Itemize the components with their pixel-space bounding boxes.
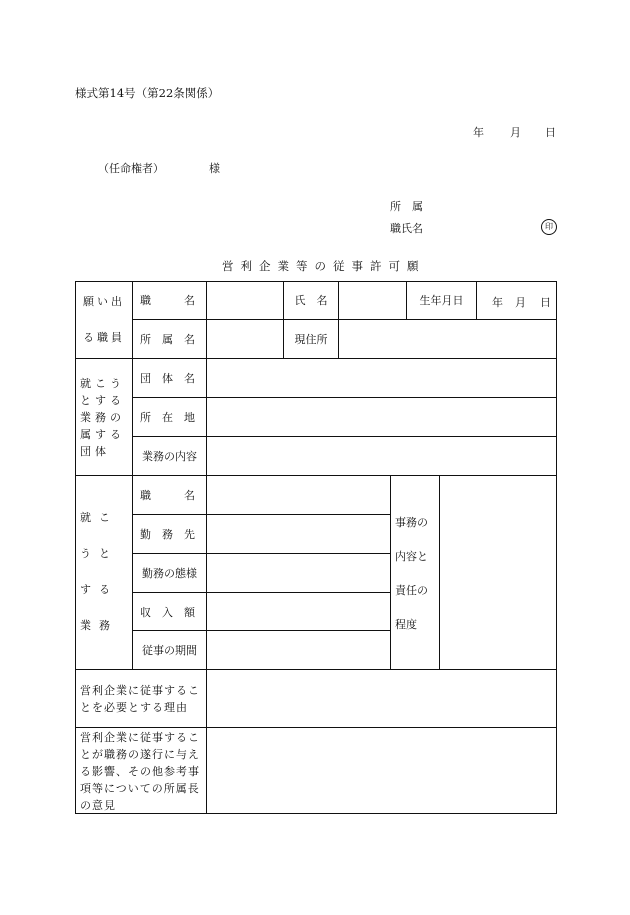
birthdate-label: 生年月日 bbox=[419, 294, 464, 307]
applicant-name-label: 氏 名 bbox=[294, 294, 328, 307]
applicant-department-field[interactable] bbox=[207, 320, 282, 357]
work-workplace-field[interactable] bbox=[207, 515, 389, 552]
form-number: 様式第14号（第22条関係） bbox=[75, 86, 220, 100]
work-period-field[interactable] bbox=[207, 631, 389, 668]
date-year: 年 bbox=[473, 126, 484, 139]
organization-business-field[interactable] bbox=[207, 437, 555, 474]
birth-year: 年 bbox=[492, 296, 503, 309]
organization-name-field[interactable] bbox=[207, 359, 555, 396]
work-income-label: 収 入 額 bbox=[140, 605, 195, 619]
work-mode-field[interactable] bbox=[207, 554, 389, 591]
date-month: 月 bbox=[510, 126, 521, 139]
organization-name-label: 団 体 名 bbox=[140, 372, 195, 385]
work-mode-label: 勤務の態様 bbox=[142, 567, 197, 580]
work-section-label: 就こうとする業務 bbox=[80, 511, 118, 632]
seal-mark: 印 bbox=[541, 219, 557, 235]
address-label: 現住所 bbox=[294, 333, 328, 346]
reason-label: 営利企業に従事することを必要とする理由 bbox=[80, 684, 200, 714]
organization-location-label: 所 在 地 bbox=[140, 411, 195, 424]
applicant-department-label: 所 属 名 bbox=[140, 333, 195, 346]
duties-field[interactable] bbox=[440, 476, 555, 668]
organization-section-label: 就こうとする業務の属する団体 bbox=[80, 376, 125, 458]
birth-month: 月 bbox=[515, 296, 526, 309]
opinion-field[interactable] bbox=[207, 728, 555, 812]
opinion-label: 営利企業に従事することが職務の遂行に与える影響、その他参考事項等についての所属長の意見 bbox=[80, 730, 200, 812]
organization-location-field[interactable] bbox=[207, 398, 555, 435]
work-position-field[interactable] bbox=[207, 476, 389, 513]
work-period-label: 従事の期間 bbox=[142, 644, 197, 657]
applicant-section-label: 願い出る職員 bbox=[83, 294, 125, 344]
work-workplace-label: 勤 務 先 bbox=[140, 528, 195, 541]
name-label: 職氏名 bbox=[390, 222, 423, 235]
application-form bbox=[75, 281, 557, 814]
work-position-label: 職 名 bbox=[140, 489, 195, 502]
applicant-position-field[interactable] bbox=[207, 282, 282, 318]
birth-day: 日 bbox=[540, 296, 551, 309]
applicant-position-label: 職 名 bbox=[140, 294, 195, 307]
date-day: 日 bbox=[545, 126, 556, 139]
organization-business-label: 業務の内容 bbox=[142, 450, 197, 463]
form-title: 営利企業等の従事許可願 bbox=[222, 259, 426, 273]
addressee-label: （任命権者） bbox=[98, 162, 164, 175]
address-field[interactable] bbox=[339, 320, 555, 357]
addressee-honorific: 様 bbox=[209, 162, 220, 175]
duties-label: 事務の内容と責任の程度 bbox=[395, 516, 428, 631]
reason-field[interactable] bbox=[207, 670, 555, 726]
applicant-name-field[interactable] bbox=[339, 282, 405, 318]
affiliation-label: 所 属 bbox=[390, 200, 423, 213]
work-income-field[interactable] bbox=[207, 593, 389, 629]
